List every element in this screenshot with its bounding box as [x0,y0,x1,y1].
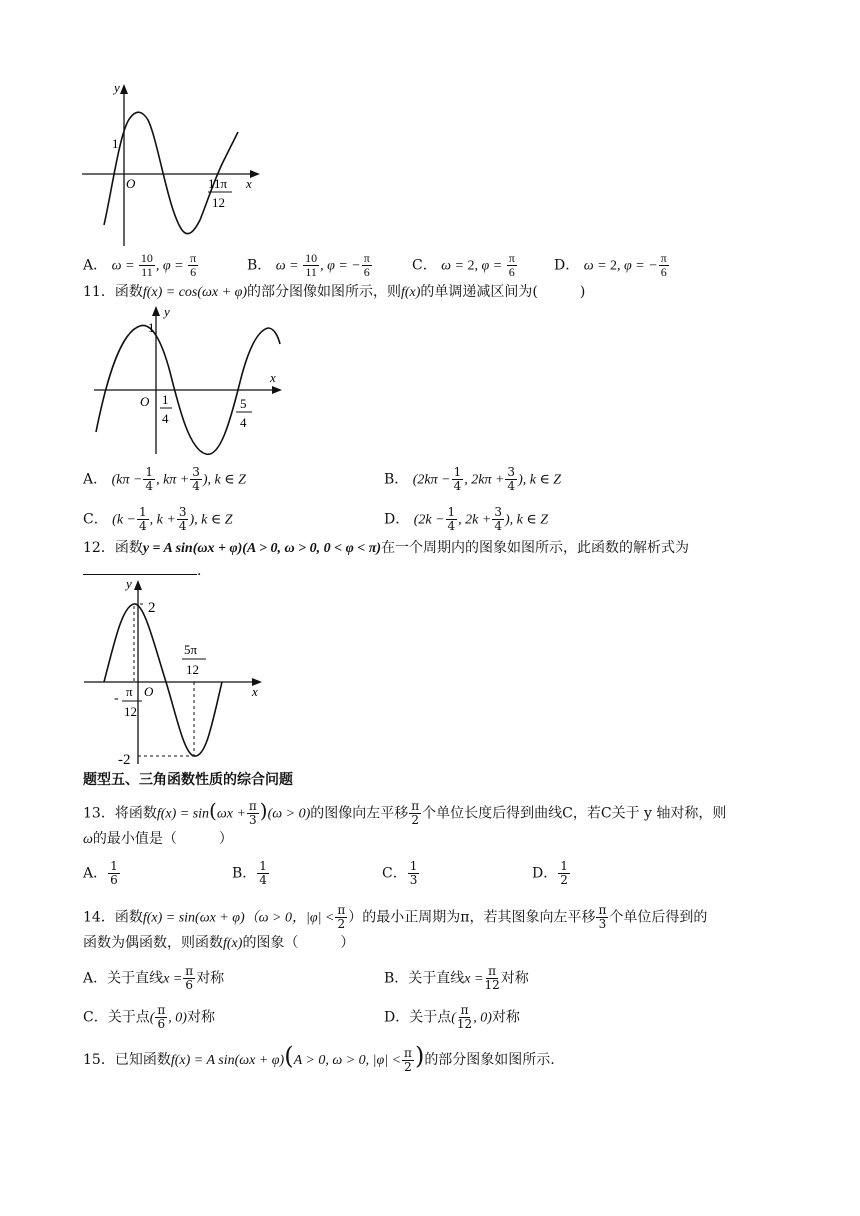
q14-a-den: 6 [185,978,194,992]
q11-stem-c: 的单调递减区间为( ) [420,284,586,300]
q14-option-d[interactable]: D．关于点( $\frac{\pi}{12}$ , 0)对称 [384,1003,520,1031]
q11-c-f2-den: 4 [178,519,187,533]
q11-d-post: ), k ∈ Z [504,512,548,528]
q10-option-c-label: C． [412,257,437,274]
q15-cond-a: A > 0, ω > 0, |φ| < [293,1053,402,1068]
q13-stem-line1: 13．将函数f(x) = sin(ωx + $\frac{\pi}{3}$ )(ω > 0)的图像向左平移 $\frac{\pi}{2}$ 个单位长度后得到曲线C，若C关于 y 轴对称，则 [83,798,727,827]
q11-c-post: ), k ∈ Z [189,512,233,528]
q10-c-phi-num: π [508,251,515,265]
q14-a-num: π [185,964,194,978]
q11-b-f2-den: 4 [507,479,516,493]
q11-t2-num: 5 [240,396,247,411]
q10-one-label: 1 [112,136,119,151]
q13-option-c-label: C． [382,865,407,882]
q15-stem-a: 已知函数 [114,1052,171,1068]
q12-stem-a: 函数 [114,540,143,556]
q11-option-a-label: A． [83,471,108,488]
q15-bound-num: π [404,1045,412,1060]
q14-c-num: π [157,1003,166,1017]
q12-t1-den: 12 [124,704,137,719]
q14-option-a[interactable] [83,965,224,992]
q14-option-b[interactable] [384,965,529,992]
q10-b-omega-num: 10 [305,251,318,265]
q14-option-b-label: B． [384,970,409,987]
q10-option-a[interactable]: A． ω = $\frac{10}{11}$ , φ = $\frac{\pi}{6}$ [83,251,197,279]
q11-option-c-label: C． [83,511,108,528]
q11-d-pre: (2k − [413,512,445,528]
q14-c-tail: , 0) [168,1010,187,1026]
q13-number: 13． [83,805,115,822]
q13-option-d-label: D． [532,865,558,882]
q12-min-label: -2 [118,752,131,768]
q14-option-a-label: A． [83,970,108,987]
q15-stem: 15．已知函数f(x) = A sin(ωx + φ)(A > 0, ω > 0, |φ| < $\frac{\pi}{2}$ )的部分图象如图所示. [83,1042,555,1074]
q11-d-f2-den: 4 [494,519,502,533]
q12-y-arrow [134,580,142,590]
q13-option-b[interactable] [232,860,270,887]
q11-fx: f(x) [400,285,421,300]
q15-stem-b: 的部分图象如图所示. [424,1052,555,1068]
q13-option-c[interactable] [382,860,420,887]
q11-option-c[interactable] [83,506,232,533]
q14-a-post: 对称 [196,970,225,987]
q11-b-f1-den: 4 [453,479,462,493]
q11-t1-num: 1 [162,392,169,407]
q14-b-x: x = [464,971,484,987]
q11-y-label: y [164,304,170,319]
q14-number: 14． [83,909,115,926]
q10-a-omega-num: 10 [140,251,153,265]
q11-func: f(x) = cos(ωx + φ) [142,285,247,300]
q10-y-arrow [120,84,128,94]
q11-stem [83,282,585,303]
q11-number: 11． [83,284,115,300]
q14-move-den: 3 [598,917,607,931]
q14-bound-den: 2 [337,917,346,931]
q13-move-num: π [411,799,420,813]
q13-c-den: 3 [409,873,418,887]
q10-graph [78,80,270,250]
q11-t2-den: 4 [240,415,247,430]
q11-c-mid: , k + [149,512,176,528]
q14-stem-line2 [83,933,354,954]
q13-option-b-label: B． [232,865,257,882]
q13-cond: (ω > 0) [267,806,311,822]
q10-origin-label: O [126,176,136,191]
q10-option-c[interactable]: C． ω = 2, φ = $\frac{\pi}{6}$ [412,251,515,279]
q11-b-f2-num: 3 [507,465,516,479]
q11-d-f2-num: 3 [494,505,502,519]
q14-option-d-label: D． [384,1009,410,1026]
q14-b-num: π [488,964,497,978]
q11-d-mid: , 2k + [458,512,492,528]
q13-move-den: 2 [411,813,420,827]
q15-bound-den: 2 [404,1059,412,1074]
q13-stem-c: 个单位长度后得到曲线C，若C关于 y 轴对称，则 [422,805,727,822]
q11-a-f2-den: 4 [192,479,200,493]
q10-b-phi-den: 6 [363,265,370,279]
q12-graph [84,574,274,768]
q14-stem-b: 个单位后得到的 [609,909,708,926]
q13-a-num: 1 [110,859,118,873]
q14-c-pre: 关于点 [107,1009,150,1026]
q10-x-label: x [246,176,252,191]
q12-y-label: y [126,576,132,591]
q11-x-arrow [272,386,282,394]
q14-d-den: 12 [456,1017,473,1031]
q12-stem [83,538,689,559]
q14-line2-a: 函数为偶函数，则函数 [83,935,223,951]
q10-b-omega-den: 11 [305,265,317,279]
q12-end: . [197,563,202,579]
q11-y-arrow [152,306,160,316]
q11-b-f1-num: 1 [453,465,462,479]
q13-c-num: 1 [409,859,418,873]
q11-one-label: 1 [148,320,155,335]
q11-b-post: ), k ∈ Z [518,472,562,488]
q11-a-f2-num: 3 [192,465,200,479]
q12-origin-label: O [144,684,154,699]
q11-c-f1-num: 1 [139,505,147,519]
q12-stem-b: 在一个周期内的图象如图所示，此函数的解析式为 [381,540,690,556]
q10-b-phi-num: π [363,251,370,265]
q11-a-mid: , kπ + [156,472,190,488]
q12-x-label: x [252,684,258,699]
q12-func: y = A sin(ωx + φ)(A > 0, ω > 0, 0 < φ < π) [142,541,382,556]
q10-option-b[interactable]: B． ω = $\frac{10}{11}$ , φ = − $\frac{\pi}{6}$ [247,251,370,279]
q13-omega: ω [83,832,93,847]
q10-option-b-label: B． [247,257,272,274]
q13-option-d[interactable] [532,860,571,887]
q11-option-d[interactable] [384,506,548,533]
q12-answer-blank[interactable] [83,560,197,575]
q10-c-omega: 2 [467,258,475,274]
q14-d-post: 对称 [491,1009,520,1026]
q14-d-tail: , 0) [473,1010,492,1026]
q11-d-f1-num: 1 [447,505,456,519]
q14-stem-line1 [83,904,707,931]
q14-fx: f(x) [223,936,243,951]
q11-b-pre: (2kπ − [412,472,451,488]
q10-a-phi-num: π [190,251,197,265]
q10-d-omega: 2 [610,258,618,274]
q14-stem-a: 函数 [114,909,143,926]
q10-a-phi-den: 6 [190,265,197,279]
q13-d-den: 2 [560,873,568,887]
q11-option-a[interactable] [83,466,246,493]
q13-b-num: 1 [259,859,267,873]
q11-graph [90,302,286,460]
q12-t2-den: 12 [186,662,199,677]
q14-move-num: π [598,903,607,917]
section-heading: 题型五、三角函数性质的综合问题 [83,772,293,788]
q12-t2-num: 5π [184,642,198,657]
q13-shift-den: 3 [249,813,257,827]
q14-c-post: 对称 [186,1009,215,1026]
q14-a-x: x = [163,971,183,987]
q14-func: f(x) = sin(ωx + φ) [142,910,245,926]
q13-stem-a: 将函数 [114,805,157,822]
q13-stem-b: 的图像向左平移 [310,805,409,822]
q13-stem-line2 [83,829,233,850]
q13-func-b: ωx + [216,806,246,822]
q12-number: 12． [83,540,115,556]
q15-func: f(x) = A sin(ωx + φ) [170,1053,285,1068]
q11-c-f2-num: 3 [178,505,187,519]
q13-d-num: 1 [560,859,568,873]
q11-c-f1-den: 4 [139,519,147,533]
q13-a-den: 6 [110,873,118,887]
q13-shift-num: π [248,799,257,813]
q10-a-omega-den: 11 [141,265,153,279]
q12-max-label: 2 [148,600,156,616]
q11-a-pre: (kπ − [111,472,143,488]
q11-stem-b: 的部分图像如图所示，则 [246,284,401,300]
q14-b-den: 12 [484,978,500,992]
q13-option-a[interactable] [83,860,121,887]
q14-bound-num: π [337,903,346,917]
q11-b-mid: , 2kπ + [464,472,505,488]
q12-curve [104,604,222,756]
q11-a-f1-den: 4 [145,479,154,493]
q11-a-f1-num: 1 [145,465,154,479]
q14-d-num: π [460,1003,469,1017]
q14-line2-b: 的图象（ ） [242,935,355,951]
q10-tick-den: 12 [212,195,225,210]
q11-option-b-label: B． [384,471,409,488]
q13-option-a-label: A． [83,865,108,882]
q10-option-d-label: D． [554,257,580,274]
q14-option-c-label: C． [83,1009,108,1026]
q13-stem-d: 的最小值是（ ） [92,831,233,847]
q10-option-a-label: A． [83,257,108,274]
q11-d-f1-den: 4 [447,519,456,533]
q11-t1-den: 4 [162,411,169,426]
q10-d-phi-den: 6 [660,265,667,279]
q14-a-pre: 关于直线 [107,970,164,987]
q10-y-label: y [114,80,120,95]
q13-b-den: 4 [259,873,267,887]
q11-a-post: ), k ∈ Z [202,472,246,488]
q14-c-den: 6 [157,1017,166,1031]
q14-b-pre: 关于直线 [408,970,465,987]
q13-func-a: f(x) = sin [156,806,210,822]
q10-d-phi-num: π [660,251,667,265]
q11-x-label: x [270,370,276,385]
q11-option-d-label: D． [384,511,410,528]
q10-option-d[interactable]: D． ω = 2, φ = − $\frac{\pi}{6}$ [554,251,667,279]
q11-origin-label: O [140,394,150,409]
q14-option-c[interactable]: C．关于点( $\frac{\pi}{6}$ , 0)对称 [83,1003,215,1031]
q14-cond-a: （ω > 0，|φ| < [244,910,335,926]
q12-t1-sign: - [114,691,119,706]
q14-cond-b: ）的最小正周期为π，若其图象向左平移 [348,909,596,926]
q11-option-b[interactable] [384,466,561,493]
q10-tick-num: 11π [208,176,228,191]
q14-b-post: 对称 [500,970,529,987]
q12-t1-num: π [126,684,133,699]
q11-stem-a: 函数 [114,284,143,300]
q14-d-pre: 关于点 [409,1009,452,1026]
q15-number: 15． [83,1052,115,1068]
q11-c-pre: (k − [112,512,136,528]
q10-c-phi-den: 6 [508,265,515,279]
